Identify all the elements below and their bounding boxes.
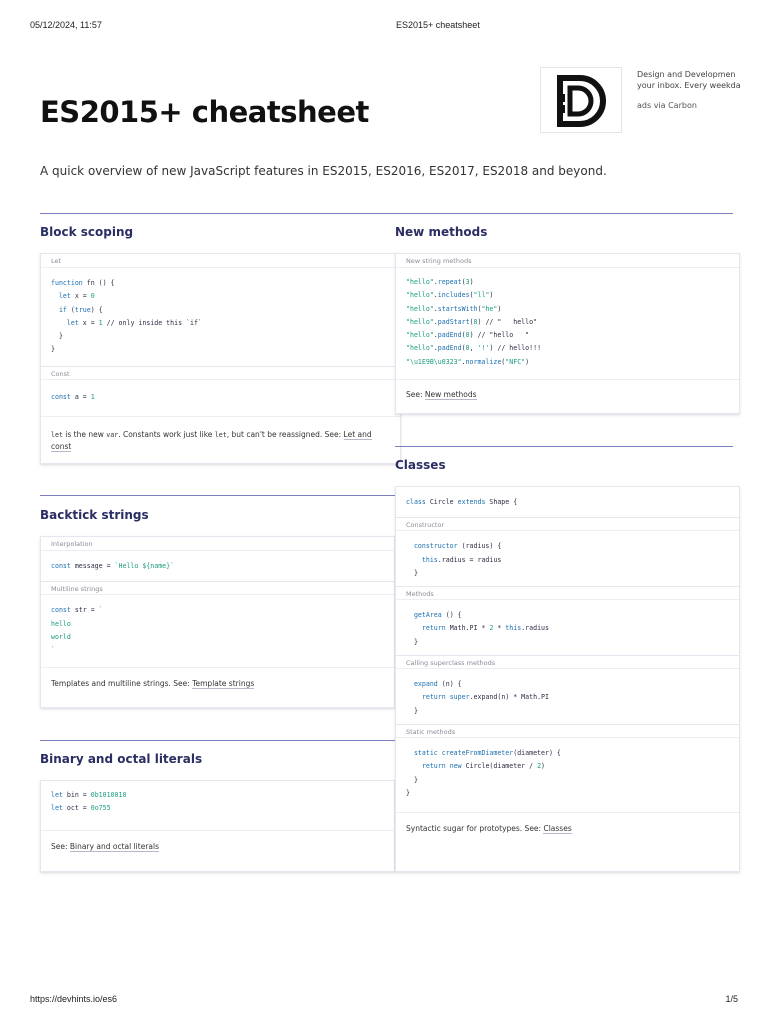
dd-logo-icon xyxy=(554,72,610,130)
card-label-constructor: Constructor xyxy=(396,517,739,531)
section-divider xyxy=(40,495,395,496)
block-scoping-card xyxy=(40,253,401,464)
card-label-let: Let xyxy=(41,254,400,268)
code-block-class-decl: class Circle extends Shape { xyxy=(406,498,518,506)
new-methods-note: See: New methods xyxy=(406,390,477,400)
section-title-binary-octal: Binary and octal literals xyxy=(40,752,203,766)
binary-octal-card xyxy=(40,780,395,872)
code-block-let: function fn () { let x = 0 if (true) { let x = 1 // only inside this `if` } } xyxy=(51,279,202,354)
print-header xyxy=(30,20,738,32)
backtick-strings-note: Templates and multiline strings. See: Template strings xyxy=(51,679,255,689)
section-divider xyxy=(395,446,733,447)
new-methods-card xyxy=(395,253,740,414)
print-date: 05/12/2024, 11:57 xyxy=(30,20,102,30)
code-block-constructor: constructor (radius) { this.radius = radius } xyxy=(413,542,502,577)
code-block-static-methods: static createFromDiameter(diameter) { return new Circle(diameter / 2) } } xyxy=(406,748,561,797)
link-const[interactable]: const xyxy=(51,442,72,452)
classes-note: Syntactic sugar for prototypes. See: Classes xyxy=(406,824,572,834)
code-block-multiline: const str = ` hello world ` xyxy=(51,606,103,655)
backtick-strings-card xyxy=(40,536,395,708)
binary-octal-note: See: Binary and octal literals xyxy=(51,841,159,851)
page-title: ES2015+ cheatsheet xyxy=(40,95,369,129)
code-block-interpolation: const message = `Hello ${name}` xyxy=(51,562,175,570)
code-block-binary-octal: let bin = 0b1010010 let oct = 0o755 xyxy=(51,791,127,813)
section-title-backtick-strings: Backtick strings xyxy=(40,508,149,522)
carbon-ad[interactable] xyxy=(540,67,768,137)
section-divider xyxy=(40,740,395,741)
block-scoping-note: let is the new var. Constants work just like let, but can't be reassigned. See: Let and const xyxy=(51,430,372,452)
print-url: https://devhints.io/es6 xyxy=(30,994,118,1004)
link-new-methods[interactable]: New methods xyxy=(424,390,477,400)
section-divider xyxy=(40,213,733,214)
classes-card xyxy=(395,486,740,872)
print-page-number: 1/5 xyxy=(725,994,738,1004)
ad-logo[interactable] xyxy=(540,67,622,133)
code-block-const: const a = 1 xyxy=(51,392,95,401)
link-classes[interactable]: Classes xyxy=(543,824,572,834)
card-label-methods: Methods xyxy=(396,586,739,600)
page-intro: A quick overview of new JavaScript features in ES2015, ES2016, ES2017, ES2018 and beyond. xyxy=(40,164,607,178)
section-title-classes: Classes xyxy=(395,458,446,472)
card-label-super-methods: Calling superclass methods xyxy=(396,655,739,669)
card-label-interpolation: Interpolation xyxy=(41,537,394,551)
link-let-and-const[interactable]: Let and xyxy=(343,430,372,440)
code-block-methods: getArea () { return Math.PI * 2 * this.radius } xyxy=(413,611,549,646)
card-label-new-string-methods: New string methods xyxy=(396,254,739,268)
print-doc-title: ES2015+ cheatsheet xyxy=(396,20,480,30)
print-footer xyxy=(30,994,738,1006)
link-binary-octal[interactable]: Binary and octal literals xyxy=(69,841,159,851)
ad-via-carbon[interactable]: ads via Carbon xyxy=(637,101,697,110)
section-title-block-scoping: Block scoping xyxy=(40,225,134,239)
section-title-new-methods: New methods xyxy=(395,225,488,239)
card-label-static-methods: Static methods xyxy=(396,724,739,738)
link-template-strings[interactable]: Template strings xyxy=(192,679,255,689)
code-block-string-methods: "hello".repeat(3) "hello".includes("ll") "hello".startsWith("he") "hello".padStart(8) // " hello" "hello".padEnd(8) // "hello " "hello".padEnd(8, '!') // hello!!! "\u1E9B\u0323".normalize("NFC") xyxy=(406,278,542,366)
code-block-super-methods: expand (n) { return super.expand(n) * Math.PI } xyxy=(413,680,549,715)
card-label-const: Const xyxy=(41,366,400,380)
card-label-multiline: Multiline strings xyxy=(41,581,394,595)
ad-text[interactable]: Design and Developmen your inbox. Every weekda xyxy=(637,70,741,90)
